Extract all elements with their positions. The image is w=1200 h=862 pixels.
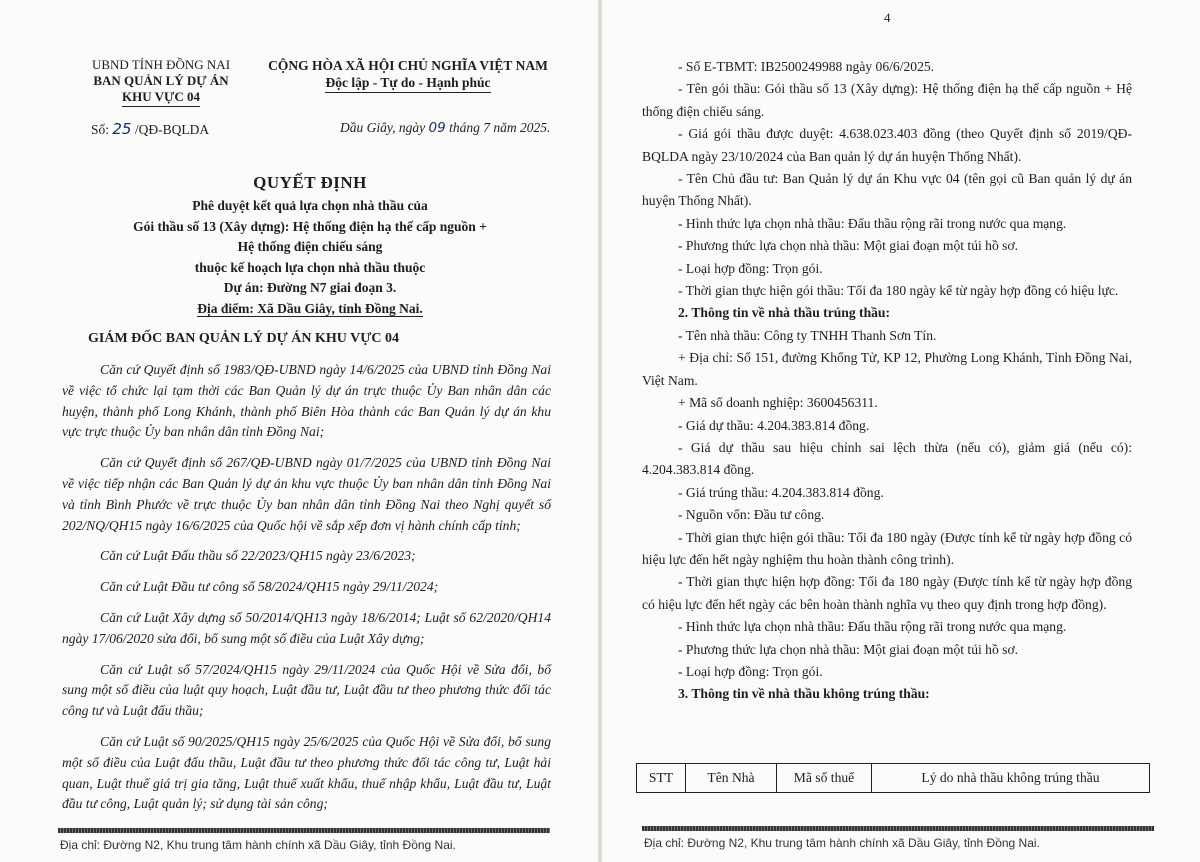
legal-basis-paragraph: Căn cứ Luật số 57/2024/QH15 ngày 29/11/2024 của Quốc Hội về Sửa đổi, bổ sung một số điều của luật quy hoạch, Luật đầu tư, Luật đầu tư theo phương thức đối tác công tư và Luật đấu thầu; bbox=[62, 661, 551, 719]
section-heading-winning-bidder: 2. Thông tin về nhà thầu trúng thầu: bbox=[678, 305, 891, 321]
left-page bbox=[0, 0, 598, 862]
detail-line: - Phương thức lựa chọn nhà thầu: Một giai đoạn một túi hồ sơ. bbox=[678, 238, 1019, 254]
agency-line-2: BAN QUẢN LÝ DỰ ÁN bbox=[93, 73, 229, 88]
detail-line: - Tên nhà thầu: Công ty TNHH Thanh Sơn Tín. bbox=[678, 327, 937, 343]
table-header-name: Tên Nhà bbox=[686, 764, 777, 793]
detail-line: - Số E-TBMT: IB2500249988 ngày 06/6/2025. bbox=[678, 59, 935, 74]
table-header-stt: STT bbox=[637, 764, 686, 793]
section-heading-losing-bidders: 3. Thông tin về nhà thầu không trúng thầu: bbox=[678, 686, 930, 702]
place-date-day-handwritten: 09 bbox=[428, 120, 446, 136]
document-number bbox=[91, 120, 209, 138]
detail-line: - Giá trúng thầu: 4.204.383.814 đồng. bbox=[678, 484, 884, 500]
footer-address: Địa chỉ: Đường N2, Khu trung tâm hành chính xã Dầu Giây, tỉnh Đồng Nai. bbox=[60, 838, 456, 852]
legal-basis-paragraph: Căn cứ Quyết định số 1983/QĐ-UBND ngày 14/6/2025 của UBND tỉnh Đồng Nai về việc tổ chức lại tạm thời các Ban Quản lý dự án trực thuộc Ủy Ban nhân dân các huyện, thành phố Long Khánh, thành phố Biên Hòa thành các Ban Quản lý dự án khu vực trực thuộc Ủy ban nhân dân tỉnh Đồng Nai; bbox=[62, 362, 551, 440]
agency-line-1: UBND TỈNH ĐỒNG NAI bbox=[91, 57, 231, 72]
decision-title: QUYẾT ĐỊNH bbox=[253, 173, 367, 192]
subtitle-line: Hệ thống điện chiếu sáng bbox=[237, 239, 383, 254]
bid-result-details bbox=[642, 56, 1132, 706]
place-date-before: Dầu Giây, ngày bbox=[340, 120, 426, 135]
legal-basis-paragraphs bbox=[62, 360, 551, 825]
subtitle-line: thuộc kế hoạch lựa chọn nhà thầu thuộc bbox=[194, 259, 426, 275]
legal-basis-paragraph: Căn cứ Luật Đầu tư công số 58/2024/QH15 ngày 29/11/2024; bbox=[100, 579, 439, 595]
national-motto: Độc lập - Tự do - Hạnh phúc bbox=[325, 74, 490, 93]
detail-line: - Hình thức lựa chọn nhà thầu: Đấu thầu rộng rãi trong nước qua mạng. bbox=[678, 215, 1067, 231]
legal-basis-paragraph: Căn cứ Luật Đấu thầu số 22/2023/QH15 ngày 23/6/2023; bbox=[100, 548, 416, 564]
detail-line: - Nguồn vốn: Đầu tư công. bbox=[678, 507, 825, 523]
place-date bbox=[340, 120, 550, 136]
legal-basis-paragraph: Căn cứ Luật số 90/2025/QH15 ngày 25/6/2025 của Quốc Hội về Sửa đổi, bổ sung một số điều của Luật đấu thầu, Luật đầu tư theo phương thức đối tác công tư, Luật hải quan, Luật thuế giá trị gia tăng, Luật thuế xuất khẩu, thuế nhập khẩu, Luật đầu tư, Luật đầu tư công, Luật quản lý; sử dụng tài sản công; bbox=[62, 733, 551, 812]
detail-line: - Loại hợp đồng: Trọn gói. bbox=[678, 663, 823, 679]
national-title: CỘNG HÒA XÃ HỘI CHỦ NGHĨA VIỆT NAM bbox=[268, 58, 548, 73]
detail-line: - Tên gói thầu: Gói thầu số 13 (Xây dựng): Hệ thống điện hạ thế cấp nguồn + Hệ thống điện chiếu sáng. bbox=[642, 81, 1132, 119]
footer-address: Địa chỉ: Đường N2, Khu trung tâm hành chính xã Dầu Giây, tỉnh Đồng Nai. bbox=[644, 836, 1040, 850]
table-header-row bbox=[637, 764, 1150, 793]
detail-line: - Tên Chủ đầu tư: Ban Quản lý dự án Khu vực 04 (tên gọi cũ Ban quản lý dự án huyện Thống Nhất). bbox=[642, 171, 1132, 209]
subtitle-line: Dự án: Đường N7 giai đoạn 3. bbox=[223, 280, 397, 295]
footer-divider bbox=[58, 828, 550, 833]
director-heading: GIÁM ĐỐC BAN QUẢN LÝ DỰ ÁN KHU VỰC 04 bbox=[88, 331, 399, 346]
table-header-reason: Lý do nhà thầu không trúng thầu bbox=[872, 764, 1150, 793]
legal-basis-paragraph: Căn cứ Quyết định số 267/QĐ-UBND ngày 01/7/2025 của UBND tỉnh Đồng Nai về việc tiếp nhận các Ban Quản lý dự án khu vực thuộc Ủy ban nhân dân tỉnh Đồng Nai và tỉnh Bình Phước về trực thuộc Ủy ban nhân dân tỉnh Đồng Nai theo Nghị quyết số 202/NQ/QH15 ngày 16/6/2025 của Quốc hội về sắp xếp đơn vị hành chính cấp tỉnh; bbox=[62, 455, 551, 533]
subtitle-line: Phê duyệt kết quả lựa chọn nhà thầu của bbox=[192, 198, 428, 213]
place-date-after: tháng 7 năm 2025. bbox=[449, 120, 551, 135]
issuing-agency-header bbox=[86, 57, 236, 107]
detail-line: - Giá dự thầu sau hiệu chỉnh sai lệch thừa (nếu có), giảm giá (nếu có): 4.204.383.814 đồng. bbox=[642, 439, 1132, 478]
detail-line: - Phương thức lựa chọn nhà thầu: Một giai đoạn một túi hồ sơ. bbox=[678, 641, 1019, 657]
doc-number-handwritten: 25 bbox=[112, 120, 132, 138]
losing-bidders-table bbox=[636, 763, 1150, 793]
detail-line: - Giá dự thầu: 4.204.383.814 đồng. bbox=[678, 417, 870, 433]
doc-number-prefix: Số: bbox=[91, 122, 110, 137]
detail-line: - Thời gian thực hiện gói thầu: Tối đa 180 ngày kể từ ngày hợp đồng có hiệu lực. bbox=[678, 283, 1119, 299]
footer-divider bbox=[642, 826, 1154, 831]
legal-basis-paragraph: Căn cứ Luật Xây dựng số 50/2014/QH13 ngày 18/6/2014; Luật số 62/2020/QH14 ngày 17/06/2020 sửa đổi, bổ sung một số điều của Luật Xây dựng; bbox=[62, 609, 551, 646]
national-header bbox=[258, 57, 558, 93]
page-number: 4 bbox=[884, 10, 891, 25]
right-page bbox=[602, 0, 1200, 862]
table-header-tax-code: Mã số thuế bbox=[777, 764, 872, 793]
detail-line: + Mã số doanh nghiệp: 3600456311. bbox=[678, 395, 878, 411]
detail-line: - Loại hợp đồng: Trọn gói. bbox=[678, 260, 823, 276]
location-line: Địa điểm: Xã Dầu Giây, tỉnh Đồng Nai. bbox=[197, 300, 423, 316]
detail-line: - Thời gian thực hiện hợp đồng: Tối đa 180 ngày (Được tính kể từ ngày hợp đồng có hiệu lực đến hết ngày các bên hoàn thành nghĩa vụ theo quy định trong hợp đồng). bbox=[642, 574, 1132, 612]
doc-number-suffix: /QĐ-BQLDA bbox=[134, 122, 210, 137]
agency-line-3: KHU VỰC 04 bbox=[122, 89, 200, 107]
detail-line: - Thời gian thực hiện gói thầu: Tối đa 180 ngày (Được tính kể từ ngày hợp đồng có hiệu lực đến hết ngày nghiệm thu hoàn thành công trình). bbox=[642, 529, 1132, 567]
detail-line: - Hình thức lựa chọn nhà thầu: Đấu thầu rộng rãi trong nước qua mạng. bbox=[678, 619, 1067, 635]
subtitle-line: Gói thầu số 13 (Xây dựng): Hệ thống điện hạ thế cấp nguồn + bbox=[133, 218, 487, 234]
detail-line: + Địa chỉ: Số 151, đường Khổng Tử, KP 12, Phường Long Khánh, Tỉnh Đồng Nai, Việt Nam. bbox=[642, 350, 1132, 388]
detail-line: - Giá gói thầu được duyệt: 4.638.023.403 đồng (theo Quyết định số 2019/QĐ-BQLDA ngày 23/10/2024 của Ban quản lý dự án huyện Thống Nhất). bbox=[642, 126, 1132, 164]
decision-subtitle bbox=[60, 196, 560, 319]
